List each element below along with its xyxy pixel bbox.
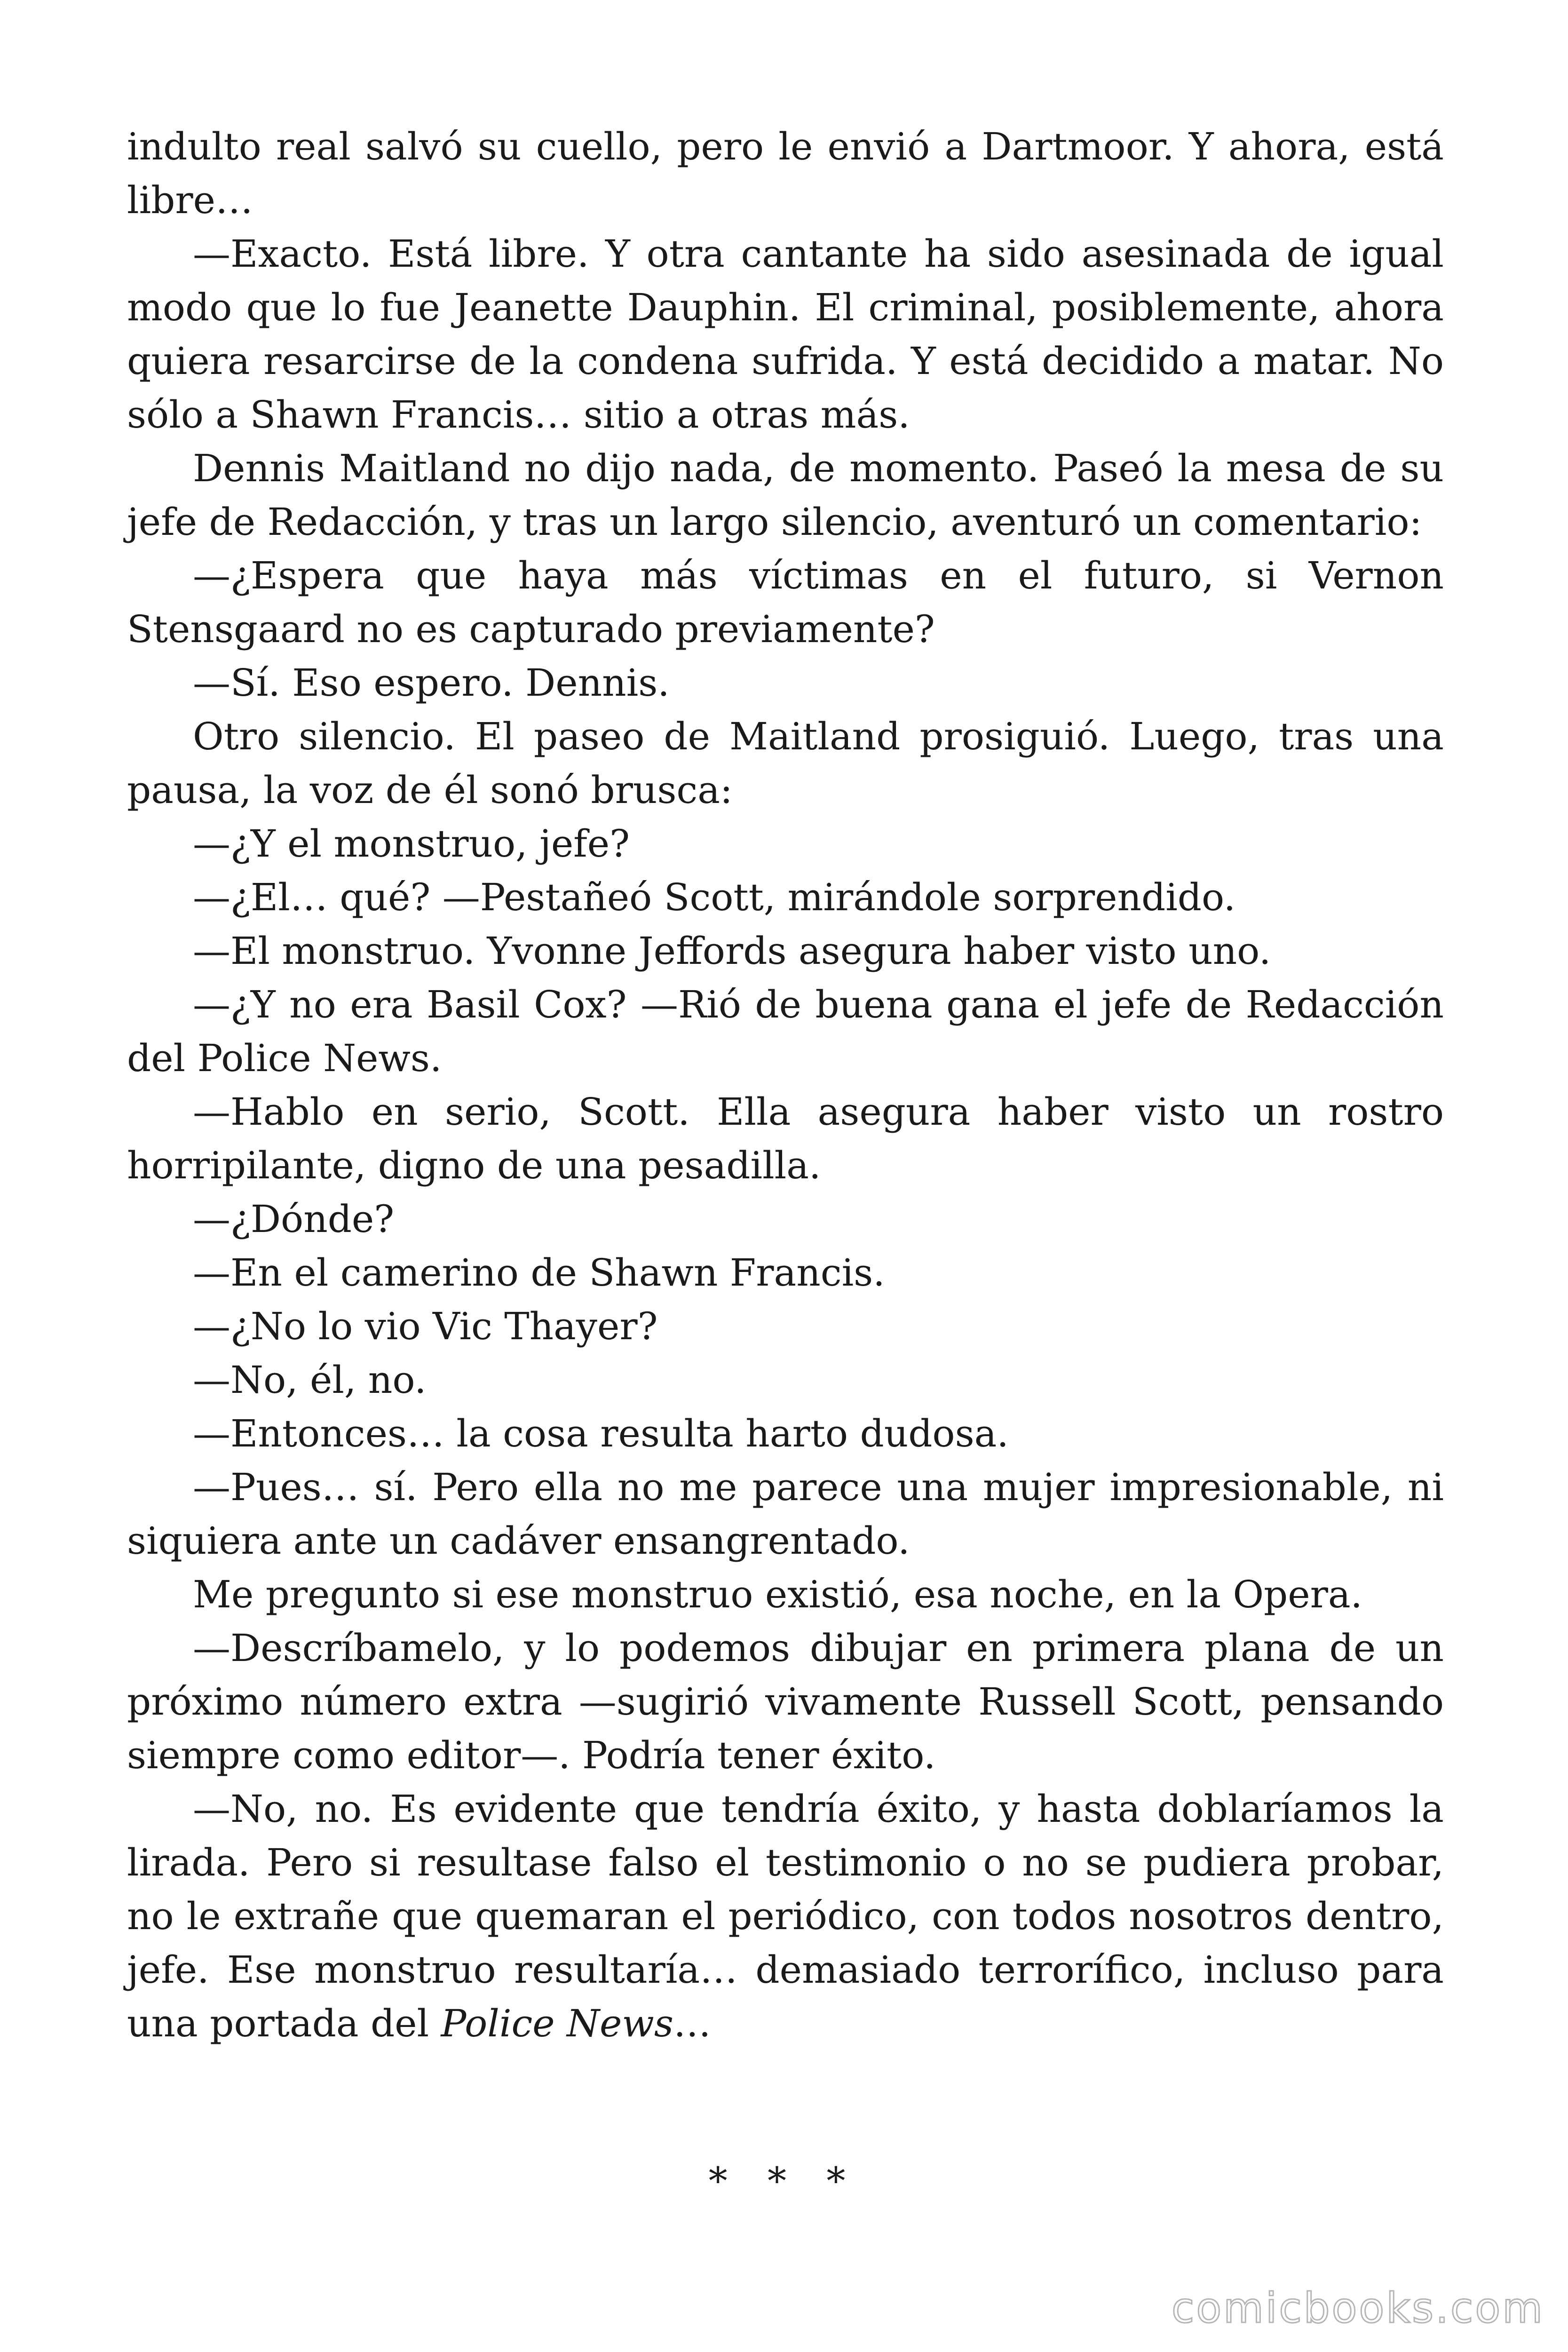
paragraph: —Entonces… la cosa resulta harto dudosa. [193, 1412, 1009, 1455]
paragraph: —Hablo en serio, Scott. Ella asegura haber visto un rostro horripilante, digno de una pesadilla. [127, 1090, 1444, 1187]
paragraph: —Exacto. Está libre. Y otra cantante ha sido asesinada de igual modo que lo fue Jeanette Dauphin. El criminal, posiblemente, ahora quiera resarcirse de la condena sufrida. Y está decidido a matar. No sólo a Shawn Francis… sitio a otras más. [127, 232, 1444, 437]
paragraph: —¿Y el monstruo, jefe? [193, 822, 630, 866]
paragraph: —No, él, no. [193, 1358, 427, 1402]
paragraph-tail: … [673, 2002, 711, 2045]
publication-title: Police News [441, 2002, 673, 2045]
paragraph: —En el camerino de Shawn Francis. [193, 1251, 885, 1295]
paragraph: —El monstruo. Yvonne Jeffords asegura haber visto uno. [193, 929, 1271, 973]
watermark-logo: comicbooks.com [1171, 2284, 1544, 2332]
paragraph: Me pregunto si ese monstruo existió, esa noche, en la Opera. [193, 1573, 1362, 1616]
paragraph: Dennis Maitland no dijo nada, de momento. Paseó la mesa de su jefe de Redacción, y tras un largo silencio, aventuró un comentario: [127, 446, 1444, 544]
paragraph: —Descríbamelo, y lo podemos dibujar en primera plana de un próximo número extra —sugirió vivamente Russell Scott, pensando siempre como editor—. Podría tener éxito. [127, 1626, 1444, 1777]
paragraph [127, 1782, 1444, 2050]
paragraph: Otro silencio. El paseo de Maitland prosiguió. Luego, tras una pausa, la voz de él sonó brusca: [127, 715, 1444, 812]
paragraph: indulto real salvó su cuello, pero le envió a Dartmoor. Y ahora, está libre… [127, 125, 1444, 222]
section-separator: * * * [708, 2159, 860, 2203]
paragraph: —¿Y no era Basil Cox? —Rió de buena gana el jefe de Redacción del Police News. [127, 983, 1444, 1080]
paragraph: —¿El… qué? —Pestañeó Scott, mirándole sorprendido. [193, 875, 1236, 919]
paragraph: —Pues… sí. Pero ella no me parece una mujer impresionable, ni siquiera ante un cadáver ensangrentado. [127, 1465, 1444, 1563]
paragraph: —Sí. Eso espero. Dennis. [193, 661, 670, 705]
body-text [127, 120, 1444, 2050]
paragraph: —¿Espera que haya más víctimas en el futuro, si Vernon Stensgaard no es capturado previamente? [127, 554, 1444, 651]
paragraph: —¿No lo vio Vic Thayer? [193, 1304, 658, 1348]
paragraph: —¿Dónde? [193, 1197, 395, 1241]
paragraph-text: —No, no. Es evidente que tendría éxito, y hasta doblaríamos la lirada. Pero si resultase falso el testimonio o no se pudiera probar, no le extrañe que quemaran el periódico, con todos nosotros dentro, jefe. Ese monstruo resultaría… demasiado terrorífico, incluso para una portada del [127, 1787, 1444, 2045]
